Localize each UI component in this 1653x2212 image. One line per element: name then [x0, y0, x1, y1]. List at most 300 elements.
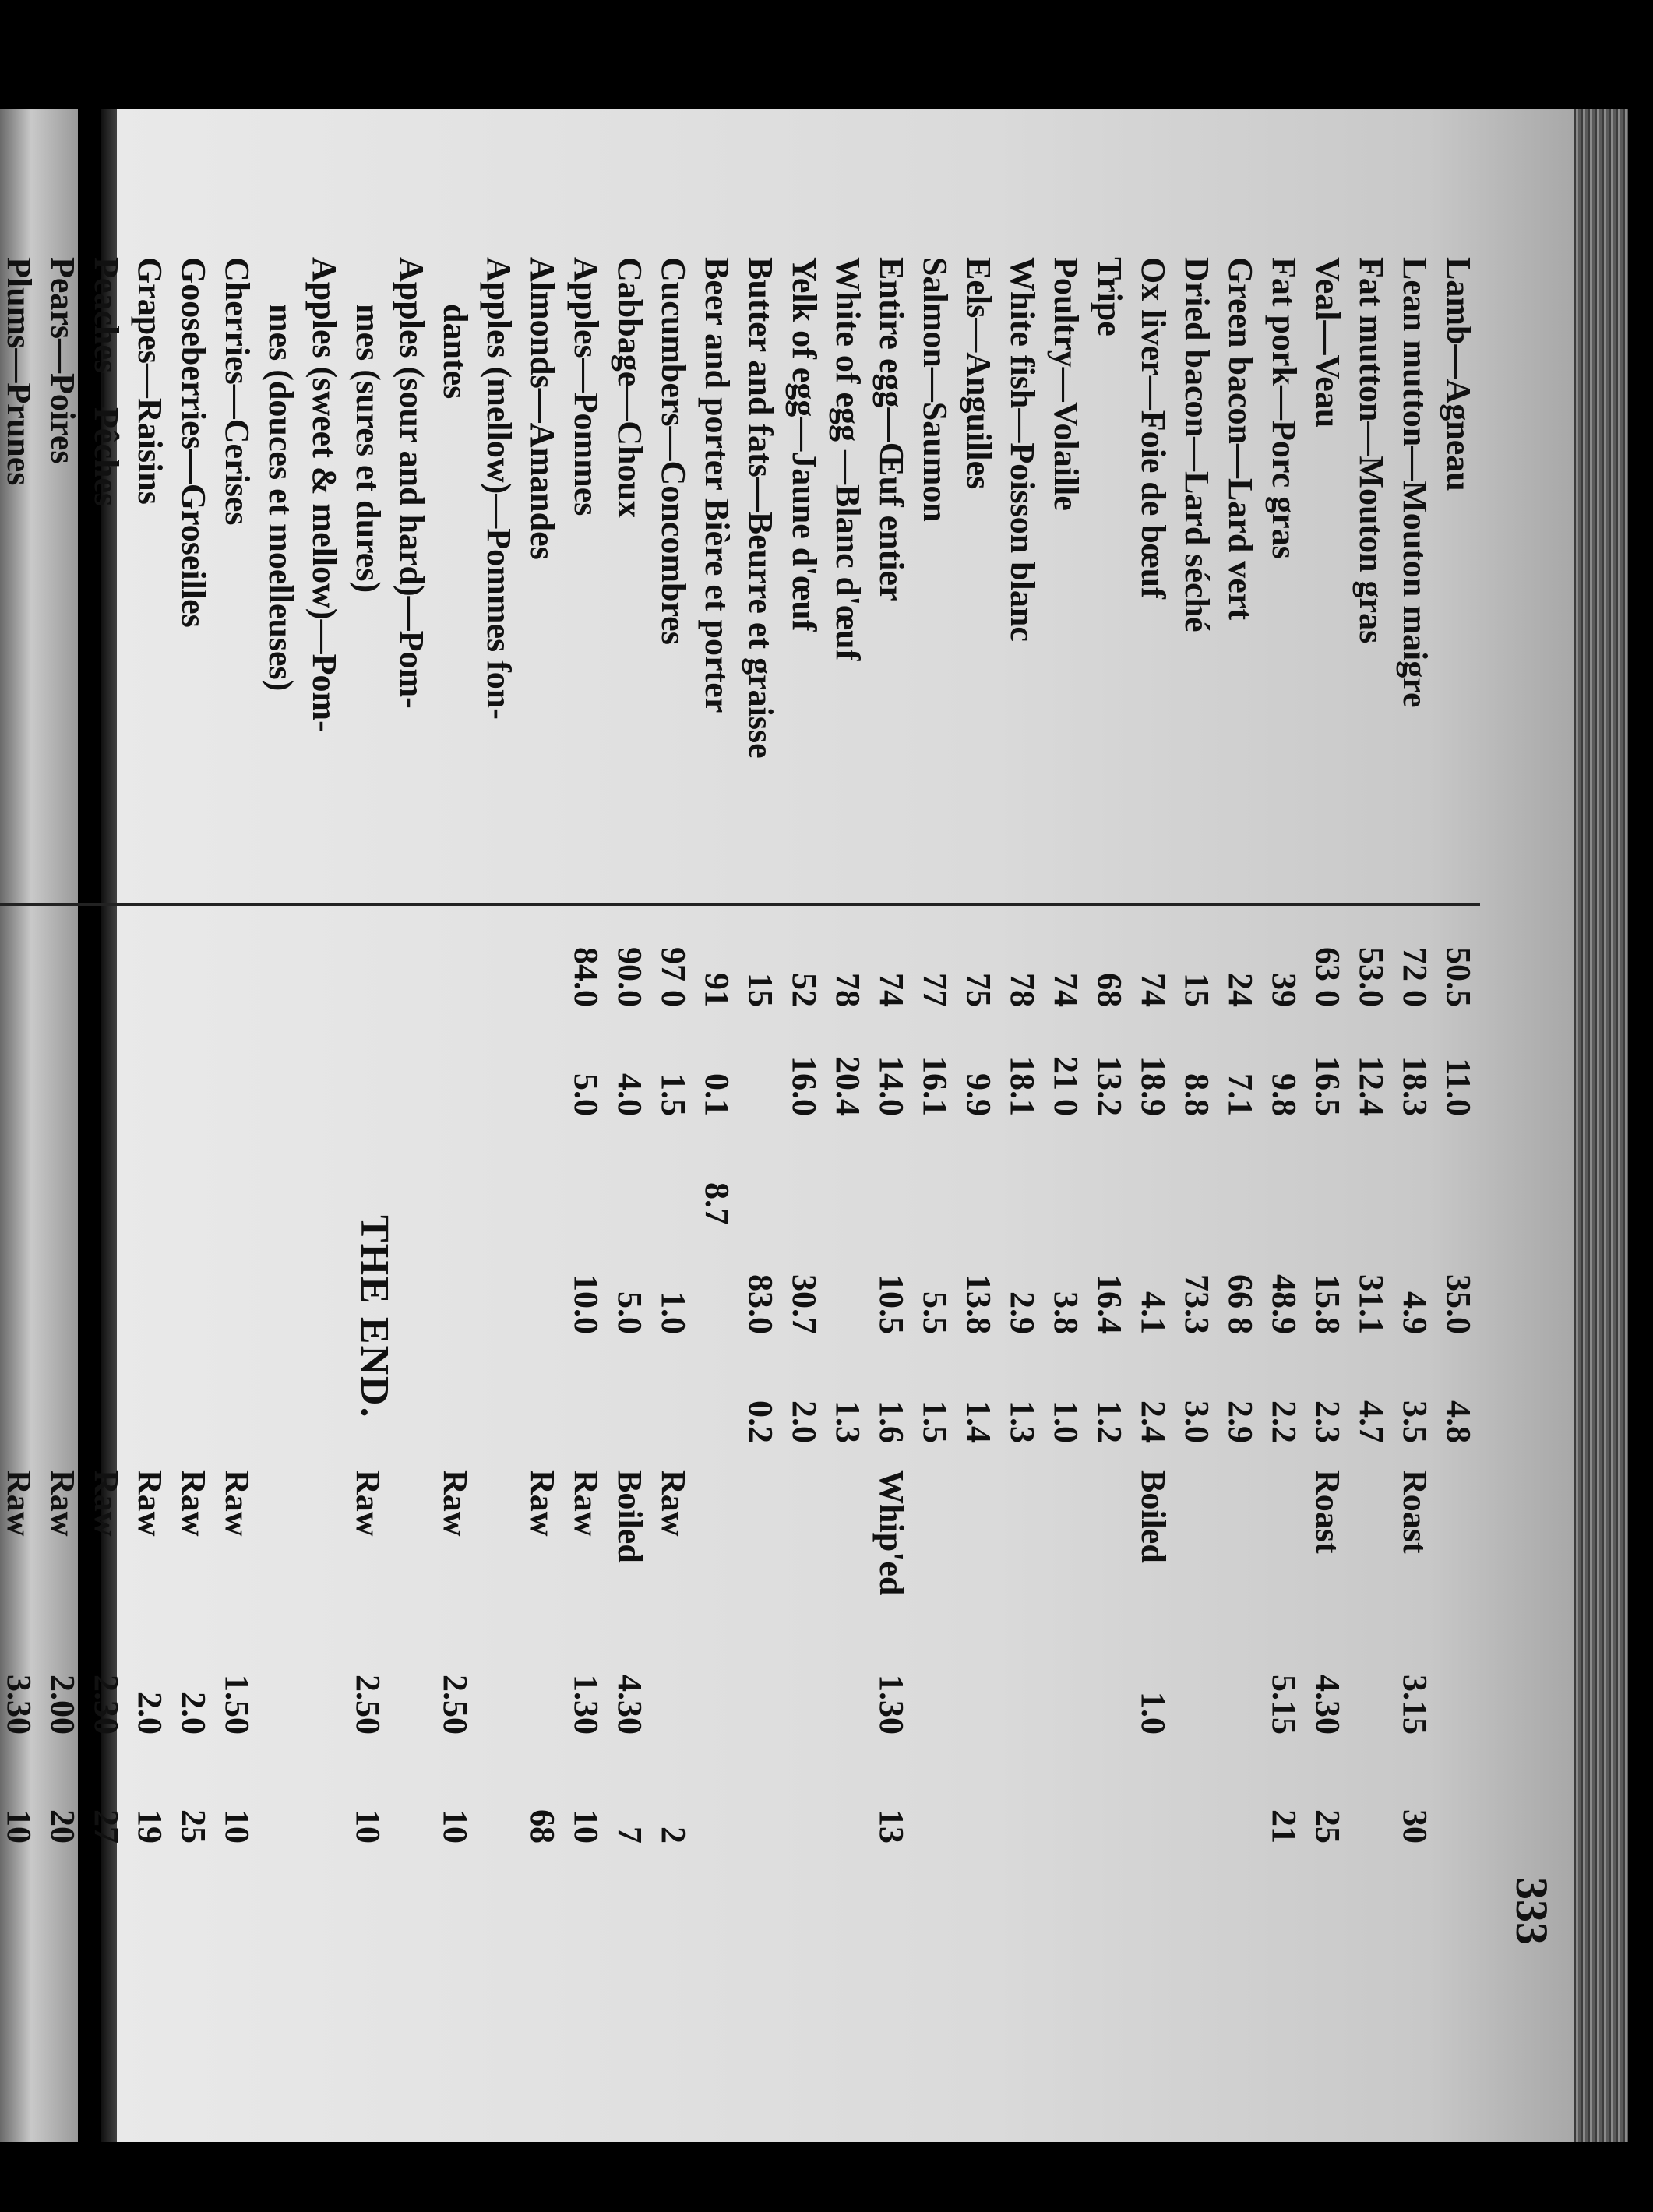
value-cell [520, 1233, 564, 1342]
value-cell: 83.0 [742, 1274, 780, 1334]
value-cell: 0.1 [698, 1073, 736, 1116]
value-cell: 74 [869, 905, 913, 1016]
value-cell [695, 1633, 738, 1742]
value-cell: 35.0 [1440, 1274, 1478, 1334]
value-cell: 4.1 [1134, 1291, 1172, 1334]
preparation-cell: Raw [349, 1470, 387, 1537]
value-cell [1306, 1124, 1349, 1233]
value-cell: 15 [738, 905, 782, 1016]
value-cell [128, 905, 171, 1016]
preparation-cell [1000, 1451, 1044, 1633]
value-cell [695, 1742, 738, 1851]
value-cell: 1.0 [654, 1291, 693, 1334]
value-cell: 68 [523, 1809, 562, 1844]
value-cell [1000, 1124, 1044, 1233]
value-cell: 16.4 [1091, 1274, 1129, 1334]
value-cell [1131, 1124, 1175, 1233]
value-cell [128, 1233, 171, 1342]
value-cell: 0.2 [742, 1400, 780, 1443]
food-name-cell: Grapes—Raisins [131, 257, 169, 505]
value-cell [171, 1233, 215, 1342]
value-cell [84, 1342, 128, 1451]
value-cell: 2 [654, 1826, 693, 1844]
value-cell: 10 [0, 1809, 38, 1844]
value-cell: 10 [436, 1809, 474, 1844]
preparation-cell [957, 1451, 1000, 1633]
value-cell: 52 [782, 905, 826, 1016]
value-cell [389, 1015, 433, 1124]
value-cell: 2.00 [44, 1675, 82, 1735]
value-cell [215, 905, 259, 1016]
value-cell [1087, 1742, 1131, 1851]
value-cell [433, 1015, 477, 1124]
value-cell [477, 1342, 520, 1451]
value-cell: 30 [1396, 1809, 1434, 1844]
table-row [1349, 249, 1393, 1851]
value-cell [41, 1015, 84, 1124]
value-cell [259, 1233, 302, 1342]
table-row [1131, 249, 1175, 1851]
value-cell: 10.0 [567, 1274, 605, 1334]
food-name-cell: Entire egg—Œuf entier [872, 257, 911, 601]
food-name-cell: mes (sures et dures) [349, 304, 387, 594]
preparation-cell [1175, 1451, 1218, 1633]
value-cell: 66 8 [1221, 1274, 1260, 1334]
value-cell: 13.2 [1091, 1056, 1129, 1116]
table-row [433, 249, 477, 1851]
preparation-cell [1436, 1451, 1480, 1633]
preparation-cell [695, 1451, 738, 1633]
value-cell: 8.8 [1178, 1073, 1216, 1116]
preparation-cell [259, 1451, 302, 1633]
value-cell: 2.0 [174, 1692, 213, 1735]
value-cell [651, 1342, 695, 1451]
value-cell: 68 [1087, 905, 1131, 1016]
value-cell [0, 1233, 41, 1342]
value-cell: 77 [913, 905, 957, 1016]
value-cell [782, 1633, 826, 1742]
value-cell [346, 905, 389, 1016]
value-cell [1044, 1633, 1087, 1742]
value-cell: 19 [131, 1809, 169, 1844]
value-cell: 3.15 [1396, 1675, 1434, 1735]
value-cell [0, 1124, 41, 1233]
value-cell [215, 1015, 259, 1124]
rotated-page-content [0, 218, 1558, 2212]
value-cell [259, 1742, 302, 1851]
value-cell: 16.0 [785, 1056, 823, 1116]
table-row [1436, 249, 1480, 1851]
preparation-cell: Raw [44, 1470, 82, 1537]
value-cell [608, 1342, 651, 1451]
value-cell [520, 1124, 564, 1233]
value-cell [0, 1342, 41, 1451]
food-name-cell: Beer and porter Bière et porter [698, 257, 736, 713]
value-cell: 20 [44, 1809, 82, 1844]
food-name-cell: Fat mutton—Mouton gras [1352, 257, 1390, 644]
food-name-cell: Dried bacon—Lard séché [1178, 257, 1216, 632]
value-cell: 7 [611, 1826, 649, 1844]
preparation-cell [477, 1451, 520, 1633]
value-cell [564, 1124, 608, 1233]
value-cell: 2.0 [785, 1400, 823, 1443]
value-cell [259, 905, 302, 1016]
food-name-cell: White fish—Poisson blanc [1003, 257, 1041, 642]
preparation-cell [1218, 1451, 1262, 1633]
value-cell [41, 1342, 84, 1451]
value-cell: 5.5 [916, 1291, 954, 1334]
value-cell [215, 1342, 259, 1451]
value-cell [215, 1124, 259, 1233]
value-cell [1218, 1124, 1262, 1233]
value-cell: 8.7 [698, 1182, 736, 1225]
value-cell: 78 [1000, 905, 1044, 1016]
value-cell [738, 1015, 782, 1124]
table-row [1393, 249, 1436, 1851]
value-cell: 2.30 [87, 1675, 125, 1735]
value-cell [389, 905, 433, 1016]
table-row [695, 249, 738, 1851]
value-cell [826, 1633, 869, 1742]
value-cell [1436, 1633, 1480, 1742]
value-cell: 5.15 [1265, 1675, 1303, 1735]
value-cell [651, 1124, 695, 1233]
value-cell: 25 [174, 1809, 213, 1844]
table-row [1000, 249, 1044, 1851]
value-cell [433, 1124, 477, 1233]
value-cell: 48.9 [1265, 1274, 1303, 1334]
food-name-cell: Plums—Prunes [0, 257, 38, 486]
table-row [1044, 249, 1087, 1851]
food-name-cell: Lamb—Agneau [1440, 257, 1478, 491]
value-cell [651, 1633, 695, 1742]
preparation-cell: Raw [0, 1470, 38, 1537]
value-cell [302, 1742, 346, 1851]
table-row [869, 249, 913, 1851]
preparation-cell: Raw [87, 1470, 125, 1537]
page-number: 333 [1507, 1877, 1557, 1945]
value-cell [1393, 1124, 1436, 1233]
value-cell [302, 1633, 346, 1742]
preparation-cell: Raw [436, 1470, 474, 1537]
value-cell [564, 1342, 608, 1451]
value-cell [215, 1233, 259, 1342]
value-cell [128, 1342, 171, 1451]
preparation-cell: Roast [1309, 1470, 1347, 1554]
food-name-cell: Salmon—Saumon [916, 257, 954, 522]
value-cell [1175, 1742, 1218, 1851]
value-cell: 4.8 [1440, 1400, 1478, 1443]
value-cell: 12.4 [1352, 1056, 1390, 1116]
table-row [608, 249, 651, 1851]
value-cell [738, 1124, 782, 1233]
preparation-cell: Raw [523, 1470, 562, 1537]
value-cell [84, 905, 128, 1016]
preparation-cell: Roast [1396, 1470, 1434, 1554]
table-row [651, 249, 695, 1851]
value-cell: 24 [1218, 905, 1262, 1016]
value-cell [128, 1124, 171, 1233]
value-cell [1262, 1124, 1306, 1233]
value-cell: 2.50 [349, 1675, 387, 1735]
value-cell: 1.2 [1091, 1400, 1129, 1443]
value-cell: 18.9 [1134, 1056, 1172, 1116]
value-cell: 18.1 [1003, 1056, 1041, 1116]
value-cell: 5.0 [611, 1291, 649, 1334]
table-row [520, 249, 564, 1851]
value-cell [477, 1633, 520, 1742]
value-cell [302, 1342, 346, 1451]
value-cell [433, 905, 477, 1016]
value-cell: 75 [957, 905, 1000, 1016]
table-row [41, 249, 84, 1851]
food-name-cell: dantes [436, 304, 474, 400]
food-name-cell: White of egg —Blanc d'œuf [829, 257, 867, 661]
value-cell: 13 [872, 1809, 911, 1844]
table-row [738, 249, 782, 1851]
food-name-cell: Green bacon—Lard vert [1221, 257, 1260, 621]
table-body [0, 249, 1480, 1851]
value-cell: 3.5 [1396, 1400, 1434, 1443]
value-cell [477, 1015, 520, 1124]
value-cell: 16.1 [916, 1056, 954, 1116]
value-cell [1044, 1742, 1087, 1851]
table-row [1306, 249, 1349, 1851]
preparation-cell [389, 1451, 433, 1633]
value-cell: 11.0 [1440, 1058, 1478, 1116]
value-cell: 84.0 [564, 905, 608, 1016]
value-cell [1175, 1124, 1218, 1233]
value-cell: 10 [567, 1809, 605, 1844]
preparation-cell [1087, 1451, 1131, 1633]
value-cell: 1.6 [872, 1400, 911, 1443]
value-cell [1349, 1742, 1393, 1851]
value-cell: 2.3 [1309, 1400, 1347, 1443]
value-cell [1000, 1742, 1044, 1851]
food-name-cell: Pears—Poires [44, 257, 82, 464]
preparation-cell: Raw [131, 1470, 169, 1537]
value-cell [389, 1742, 433, 1851]
value-cell: 18.3 [1396, 1056, 1434, 1116]
value-cell [869, 1124, 913, 1233]
food-name-cell: Peaches—Pêches [87, 257, 125, 507]
preparation-cell: Boiled [611, 1470, 649, 1563]
value-cell [259, 1342, 302, 1451]
value-cell [302, 1015, 346, 1124]
value-cell [1349, 1124, 1393, 1233]
value-cell: 63 0 [1306, 905, 1349, 1016]
value-cell: 16.5 [1309, 1056, 1347, 1116]
table-row [913, 249, 957, 1851]
value-cell: 91 [695, 905, 738, 1016]
value-cell: 3.8 [1047, 1291, 1085, 1334]
value-cell [259, 1015, 302, 1124]
value-cell: 1.50 [218, 1675, 256, 1735]
value-cell: 97 0 [651, 905, 695, 1016]
value-cell: 2.0 [131, 1692, 169, 1735]
value-cell: 2.9 [1221, 1400, 1260, 1443]
value-cell: 21 [1265, 1809, 1303, 1844]
value-cell: 1.0 [1134, 1692, 1172, 1735]
value-cell [520, 1342, 564, 1451]
value-cell: 1.5 [916, 1400, 954, 1443]
value-cell: 4.7 [1352, 1400, 1390, 1443]
table-row [171, 249, 215, 1851]
value-cell [0, 905, 41, 1016]
value-cell: 4.0 [611, 1073, 649, 1116]
food-name-cell: Apples (mellow)—Pommes fon- [480, 257, 518, 720]
food-name-cell: Butter and fats—Beurre et graisse [742, 257, 780, 759]
value-cell [957, 1633, 1000, 1742]
value-cell [826, 1742, 869, 1851]
value-cell [477, 1742, 520, 1851]
preparation-cell: Boiled [1134, 1470, 1172, 1563]
value-cell: 74 [1044, 905, 1087, 1016]
food-name-cell: Yelk of egg—Jaune d'œuf [785, 257, 823, 632]
table-row [84, 249, 128, 1851]
value-cell [433, 1342, 477, 1451]
value-cell: 10 [218, 1809, 256, 1844]
preparation-cell: Raw [654, 1470, 693, 1537]
value-cell: 53.0 [1349, 905, 1393, 1016]
value-cell: 2.2 [1265, 1400, 1303, 1443]
value-cell [520, 1633, 564, 1742]
value-cell [1175, 1633, 1218, 1742]
value-cell: 21 0 [1047, 1056, 1085, 1116]
value-cell: 1.4 [960, 1400, 998, 1443]
value-cell: 2.9 [1003, 1291, 1041, 1334]
value-cell [477, 1233, 520, 1342]
value-cell: 73.3 [1178, 1274, 1216, 1334]
value-cell [826, 1233, 869, 1342]
value-cell [302, 905, 346, 1016]
value-cell [84, 1233, 128, 1342]
value-cell [1044, 1124, 1087, 1233]
value-cell: 30.7 [785, 1274, 823, 1334]
preparation-cell [738, 1451, 782, 1633]
food-name-cell: Fat pork—Porc gras [1265, 257, 1303, 559]
value-cell [738, 1633, 782, 1742]
food-name-cell: Apples (sweet & mellow)—Pom- [305, 257, 344, 732]
value-cell: 1.30 [567, 1675, 605, 1735]
value-cell: 9.9 [960, 1073, 998, 1116]
value-cell [389, 1633, 433, 1742]
preparation-cell [913, 1451, 957, 1633]
value-cell [520, 1015, 564, 1124]
value-cell [695, 1342, 738, 1451]
value-cell [171, 1015, 215, 1124]
table-row [259, 249, 302, 1851]
value-cell: 25 [1309, 1809, 1347, 1844]
value-cell [259, 1124, 302, 1233]
value-cell: 31.1 [1352, 1274, 1390, 1334]
preparation-cell [1044, 1451, 1087, 1633]
value-cell: 27 [87, 1809, 125, 1844]
value-cell: 7.1 [1221, 1073, 1260, 1116]
value-cell: 9.8 [1265, 1073, 1303, 1116]
value-cell [128, 1015, 171, 1124]
preparation-cell [1349, 1451, 1393, 1633]
value-cell [302, 1233, 346, 1342]
value-cell: 39 [1262, 905, 1306, 1016]
value-cell [782, 1124, 826, 1233]
value-cell [171, 1124, 215, 1233]
value-cell [913, 1633, 957, 1742]
food-name-cell: Cabbage—Choux [611, 257, 649, 518]
value-cell [1131, 1742, 1175, 1851]
value-cell [957, 1742, 1000, 1851]
table-row [302, 249, 346, 1851]
value-cell [259, 1633, 302, 1742]
food-name-cell: Lean mutton—Mouton maigre [1396, 257, 1434, 708]
food-name-cell: mes (douces et moelleuses) [262, 304, 300, 692]
value-cell [1000, 1633, 1044, 1742]
value-cell [608, 1124, 651, 1233]
value-cell: 1.0 [1047, 1400, 1085, 1443]
food-name-cell: Eels—Anguilles [960, 257, 998, 490]
food-name-cell: Tripe [1091, 257, 1129, 336]
food-name-cell: Cherries—Cerises [218, 257, 256, 526]
value-cell: 10.5 [872, 1274, 911, 1334]
value-cell: 1.3 [829, 1400, 867, 1443]
preparation-cell [826, 1451, 869, 1633]
table-row [128, 249, 171, 1851]
value-cell: 20.4 [829, 1056, 867, 1116]
preparation-cell: Whip'ed [872, 1470, 911, 1596]
value-cell [695, 1233, 738, 1342]
value-cell [477, 905, 520, 1016]
value-cell [826, 1124, 869, 1233]
table-row [1262, 249, 1306, 1851]
value-cell: 5.0 [567, 1073, 605, 1116]
value-cell [520, 905, 564, 1016]
value-cell [302, 1124, 346, 1233]
table-row [957, 249, 1000, 1851]
value-cell [1218, 1633, 1262, 1742]
value-cell: 1.30 [872, 1675, 911, 1735]
value-cell [1436, 1742, 1480, 1851]
value-cell [84, 1015, 128, 1124]
value-cell: 2.50 [436, 1675, 474, 1735]
value-cell [913, 1124, 957, 1233]
preparation-cell [782, 1451, 826, 1633]
value-cell: 2.4 [1134, 1400, 1172, 1443]
value-cell: 13.8 [960, 1274, 998, 1334]
food-name-cell: Apples—Pommes [567, 257, 605, 516]
table-row [389, 249, 433, 1851]
value-cell [171, 1342, 215, 1451]
table-row [782, 249, 826, 1851]
preparation-cell [1262, 1451, 1306, 1633]
value-cell [1087, 1124, 1131, 1233]
value-cell: 1.3 [1003, 1400, 1041, 1443]
table-row [1218, 249, 1262, 1851]
value-cell [477, 1124, 520, 1233]
table-row [346, 249, 389, 1851]
value-cell [782, 1742, 826, 1851]
food-name-cell: Ox liver—Foie de bœuf [1134, 257, 1172, 599]
food-name-cell: Almonds—Amandes [523, 257, 562, 560]
food-name-cell: Cucumbers—Concombres [654, 257, 693, 645]
food-name-cell: Apples (sour and hard)—Pom- [393, 257, 431, 709]
food-name-cell: Poultry—Volaille [1047, 257, 1085, 511]
value-cell [1436, 1124, 1480, 1233]
value-cell [171, 905, 215, 1016]
value-cell: 15.8 [1309, 1274, 1347, 1334]
value-cell [913, 1742, 957, 1851]
value-cell [433, 1233, 477, 1342]
value-cell [1087, 1633, 1131, 1742]
